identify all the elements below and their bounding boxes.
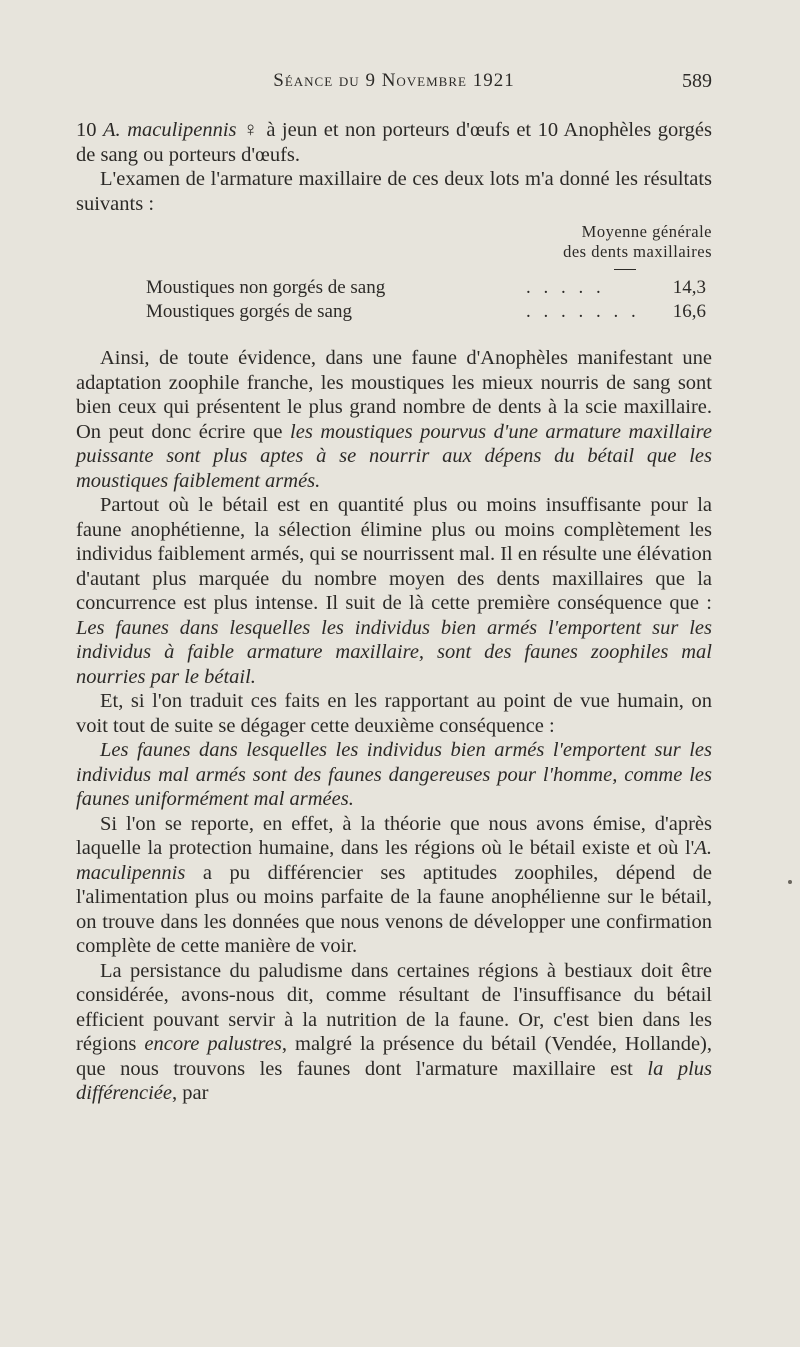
paragraph-persistance [76,959,712,1106]
italic-phrase: la plus différenciée [76,1057,712,1104]
italic-conclusion: Les faunes dans lesquelles les individus bien armés l'emportent sur les individus mal armés sont des faunes dangereuses pour l'homme, comme les faunes uniformément mal armées. [76,739,712,810]
paragraph-intro [76,118,712,167]
row-leader-dots: . . . . . [526,277,605,298]
table-header [76,222,712,262]
italic-phrase: encore palustres [144,1033,282,1055]
paragraph-examen: L'examen de l'armature maxillaire de ces deux lots m'a donné les résultats suivants : [76,168,712,215]
paragraph-si [76,812,712,959]
row-value: 14,3 [672,277,706,298]
text-span: Si l'on se reporte, en effet, à la théorie que nous avons émise, d'après laquelle la protection humaine, dans les régions où le bétail existe et où l' [76,812,712,859]
italic-conclusion: les moustiques pourvus d'une armature maxillaire puissante sont plus aptes à se nourrir aux dépens du bétail que les moustiques faiblement armés. [76,420,712,492]
table-row [146,276,712,300]
text-span: 10 [76,119,104,141]
text-span: Partout où le bétail est en quantité plus ou moins insuffisante pour la faune anophétienne, la sélection élimine plus ou moins complètement les individus faiblement armés, qui se nourrissent mal. Il en résulte une élévation d'autant plus marquée du nombre moyen des dents maxillaires que la concurrence est plus intense. Il suit de là cette première conséquence que : [76,494,712,614]
row-label: Moustiques non gorgés de sang [146,277,386,298]
row-value: 16,6 [672,301,706,322]
table-header-line: Moyenne générale [581,222,712,241]
page-number: 589 [682,70,712,92]
paragraph-partout [76,493,712,689]
text-span: ♀ à jeun et non porteurs d'œufs et 10 Anophèles gorgés de sang ou porteurs d'œufs. [76,119,713,166]
text-span: , par [172,1082,209,1104]
paragraph-conclusion-italic [76,738,712,812]
column-rule [614,269,636,270]
paragraph-ainsi [76,346,712,493]
text-span: , malgré la présence du bétail (Vendée, Hollande), que nous trouvons les faunes dont l'armature maxillaire est [76,1033,712,1080]
page-header [76,70,712,100]
results-table [146,276,712,324]
species-name: A. maculipennis [76,837,712,884]
row-leader-dots: . . . . . . . [526,301,640,322]
table-row [146,300,712,324]
paragraph-et-si: Et, si l'on traduit ces faits en les rapportant au point de vue humain, on voit tout de suite se dégager cette deuxième conséquence : [76,690,712,737]
paper-speck [788,880,792,884]
row-label: Moustiques gorgés de sang [146,301,352,322]
text-span: La persistance du paludisme dans certaines régions à bestiaux doit être considérée, avons-nous dit, comme résultant de l'insuffisance du bétail efficient pouvant servir à la nutrition de la faune. Or, c'est bien dans les régions [76,959,712,1055]
text-span: a pu différencier ses aptitudes zoophiles, dépend de l'alimentation plus ou moins parfaite de la faune anophélienne sur le bétail, on trouve dans les données que nous venons de développer une confirmation complète de cette manière de voir. [76,861,712,957]
italic-conclusion: Les faunes dans lesquelles les individus bien armés l'emportent sur les individus à faible armature maxillaire, sont des faunes zoophiles mal nourries par le bétail. [76,616,712,688]
text-span: Ainsi, de toute évidence, dans une faune d'Anophèles manifestant une adaptation zoophile franche, les moustiques les mieux nourris de sang sont bien ceux qui présentent le plus grand nombre de dents à la scie maxillaire. On peut donc écrire que [76,347,712,443]
running-title: Séance du 9 Novembre 1921 [273,70,515,91]
body-text [76,118,712,1106]
table-header-line: des dents maxillaires [563,242,712,261]
species-name: A. maculipennis [103,119,237,141]
